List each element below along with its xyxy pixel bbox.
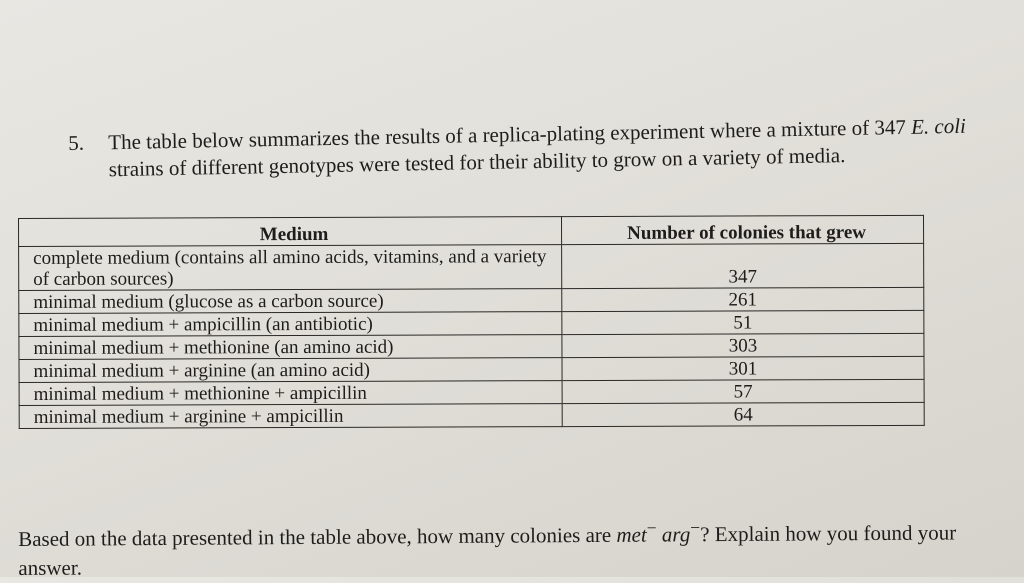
results-table [18, 215, 925, 429]
question-number: 5. [68, 130, 85, 155]
medium-cell: minimal medium + methionine (an amino acid) [19, 335, 562, 360]
header-colonies: Number of colonies that grew [561, 215, 923, 244]
genotype-met: met [616, 522, 647, 547]
medium-cell: complete medium (contains all amino acids, vitamins, and a variety of carbon sources) [19, 245, 562, 291]
table-row [19, 402, 924, 428]
medium-cell: minimal medium + arginine + ampicillin [19, 404, 562, 429]
table-row [19, 287, 924, 313]
count-cell: 261 [562, 287, 924, 311]
follow-up-question: Based on the data presented in the table above, how many colonies are met− arg−? Explain how you found your answer. [18, 517, 957, 580]
count-cell: 51 [562, 310, 924, 334]
table-row [19, 356, 924, 382]
question-5 [68, 112, 999, 184]
table-row [19, 379, 924, 405]
count-cell: 347 [562, 243, 924, 288]
table-header-row [19, 215, 924, 246]
results-table-container [18, 215, 925, 429]
count-cell: 303 [562, 333, 924, 357]
header-medium: Medium [19, 217, 562, 247]
table-row [19, 333, 924, 359]
count-cell: 64 [562, 402, 924, 426]
genotype-arg: arg [661, 522, 691, 547]
table-row [19, 243, 924, 290]
species-name: E. coli [910, 113, 967, 139]
medium-cell: minimal medium + methionine + ampicillin [19, 381, 562, 406]
table-row [19, 310, 924, 336]
count-cell: 57 [562, 379, 924, 403]
question-text: The table below summarizes the results of a replica-plating experiment where a mixture of 347 E. coli strains of different genotypes were tested for their ability to grow on a variety of media. [108, 113, 967, 182]
medium-cell: minimal medium + arginine (an amino acid) [19, 358, 562, 383]
count-cell: 301 [562, 356, 924, 380]
medium-cell: minimal medium + ampicillin (an antibiotic) [19, 312, 562, 337]
medium-cell: minimal medium (glucose as a carbon source) [19, 289, 562, 314]
